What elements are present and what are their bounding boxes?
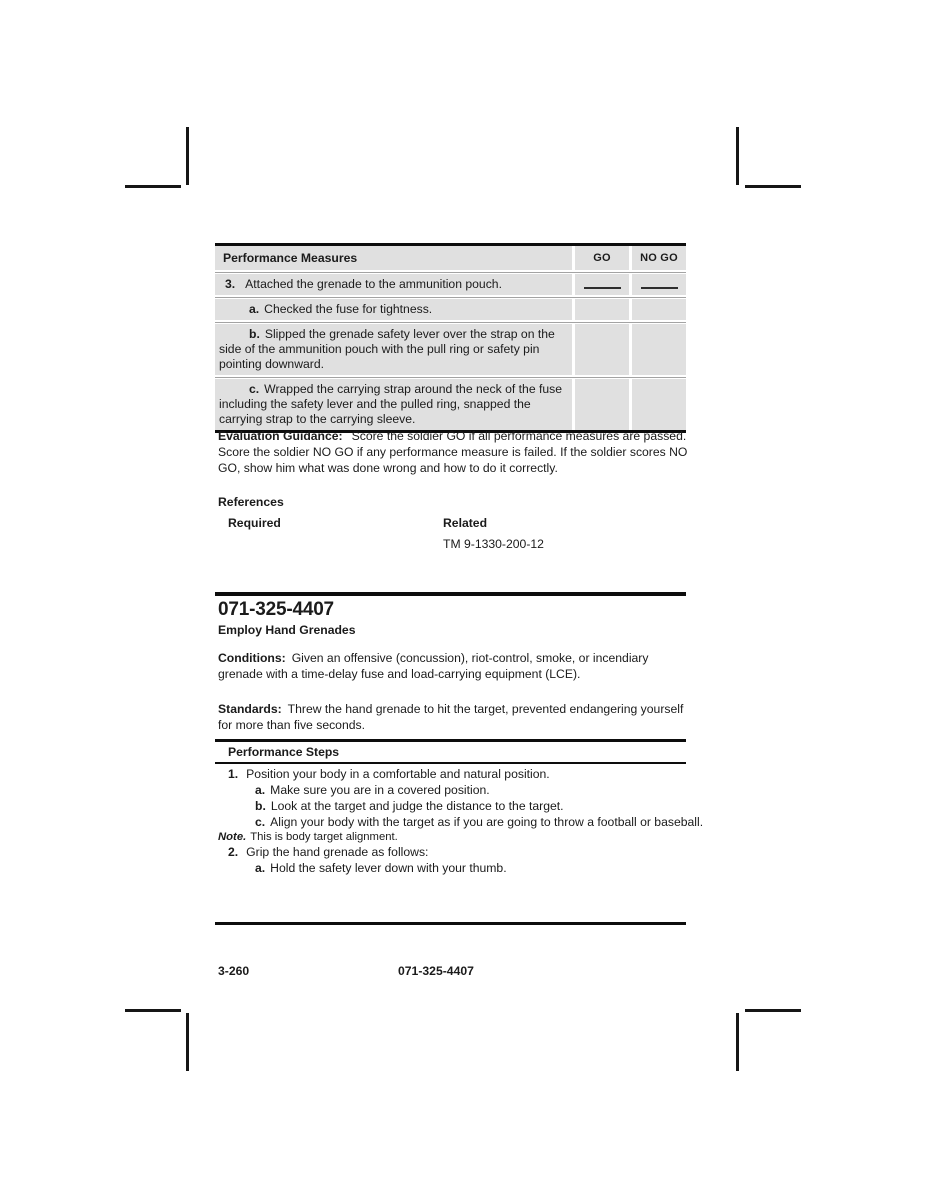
measure-3-cell — [215, 274, 572, 295]
measure-3b-nogo-cell — [632, 324, 686, 375]
task-number-heading: 071-325-4407 — [218, 599, 334, 620]
crop-mark-bottom-right-vertical — [736, 1013, 739, 1071]
crop-mark-top-right-horizontal — [745, 185, 801, 188]
evaluation-guidance-paragraph — [218, 428, 690, 476]
crop-mark-bottom-left-horizontal — [125, 1009, 181, 1012]
measure-3-go-cell — [575, 274, 629, 295]
measure-3c-cell — [215, 379, 572, 430]
table-row — [215, 379, 686, 430]
table-row — [215, 324, 686, 375]
measure-3-text: Attached the grenade to the ammunition pouch. — [245, 277, 502, 291]
step-1b-number: b. — [255, 799, 266, 813]
table-header-go-label: GO — [593, 252, 611, 264]
step-1a-number: a. — [255, 783, 266, 797]
measure-3a-text: Checked the fuse for tightness. — [264, 302, 433, 316]
table-header-measures-label: Performance Measures — [223, 251, 358, 265]
step-2a-number: a. — [255, 861, 266, 875]
step-1c — [218, 814, 733, 830]
step-1c-number: c. — [255, 815, 266, 829]
step-2-number: 2. — [228, 845, 239, 859]
measure-3c-go-cell — [575, 379, 629, 430]
conditions-text: Given an offensive (concussion), riot-control, smoke, or incendiary grenade with a time-delay fuse and load-carrying equipment (LCE). — [218, 651, 649, 681]
crop-mark-top-left-horizontal — [125, 185, 181, 188]
measure-3b-cell — [215, 324, 572, 375]
steps-header-bottom-rule — [215, 762, 686, 764]
crop-mark-top-right-vertical — [736, 127, 739, 185]
step-1a-text: Make sure you are in a covered position. — [270, 783, 490, 797]
conditions-label: Conditions: — [218, 651, 286, 665]
go-blank-line — [584, 287, 621, 289]
evaluation-guidance-label: Evaluation Guidance: — [218, 429, 343, 443]
measure-3b-number: b. — [249, 327, 260, 341]
references-title: References — [218, 495, 284, 509]
measure-3c-number: c. — [249, 382, 260, 396]
table-row — [215, 274, 686, 295]
evaluation-guidance-text: Score the soldier GO if all performance measures are passed. Score the soldier NO GO if any performance measure is failed. If the soldier scores NO GO, show him what was done wrong and how to do it correctly. — [218, 429, 688, 475]
crop-mark-bottom-right-horizontal — [745, 1009, 801, 1012]
crop-mark-top-left-vertical — [186, 127, 189, 185]
standards-paragraph — [218, 701, 690, 733]
section-divider-rule — [215, 592, 686, 596]
step-1b — [218, 798, 733, 814]
step-1b-text: Look at the target and judge the distance to the target. — [270, 799, 564, 813]
performance-steps-header: Performance Steps — [228, 745, 340, 759]
table-header-nogo-label: NO GO — [640, 252, 678, 264]
measure-3c-text: Wrapped the carrying strap around the neck of the fuse including the safety lever and the pulled ring, snapped the carrying strap to the carrying sleeve. — [219, 382, 563, 426]
references-required-label: Required — [228, 516, 281, 530]
measure-3a-nogo-cell — [632, 299, 686, 320]
step-1c-text: Align your body with the target as if you are going to throw a football or baseball. — [270, 815, 704, 829]
measure-3b-text: Slipped the grenade safety lever over the strap on the side of the ammunition pouch with the pull ring or safety pin pointing downward. — [219, 327, 555, 371]
standards-text: Threw the hand grenade to hit the target, prevented endangering yourself for more than five seconds. — [218, 702, 684, 732]
task-title: Employ Hand Grenades — [218, 623, 356, 637]
footer-page-number: 3-260 — [218, 964, 250, 978]
performance-steps-list — [218, 766, 733, 876]
footer-task-number: 071-325-4407 — [398, 964, 474, 978]
conditions-paragraph — [218, 650, 690, 682]
step-1 — [218, 766, 733, 782]
measure-3a-number: a. — [249, 302, 260, 316]
step-1-number: 1. — [228, 767, 239, 781]
table-header-measures-cell — [215, 246, 572, 270]
performance-measures-table — [215, 243, 686, 433]
crop-mark-bottom-left-vertical — [186, 1013, 189, 1071]
references-related-label: Related — [443, 516, 488, 530]
step-note — [218, 830, 733, 844]
references-columns — [218, 515, 690, 551]
table-header-nogo-cell — [632, 246, 686, 270]
measure-3-number: 3. — [225, 277, 236, 291]
step-1-text: Position your body in a comfortable and natural position. — [246, 767, 550, 781]
measure-3a-go-cell — [575, 299, 629, 320]
step-note-label: Note. — [218, 831, 247, 843]
step-2a-text: Hold the safety lever down with your thumb. — [270, 861, 507, 875]
page-content-bottom-rule — [215, 922, 686, 925]
table-header-row — [215, 246, 686, 270]
nogo-blank-line — [641, 287, 678, 289]
step-1a — [218, 782, 733, 798]
measure-3c-nogo-cell — [632, 379, 686, 430]
step-note-text: This is body target alignment. — [250, 831, 398, 843]
step-2 — [218, 844, 733, 860]
measure-3-nogo-cell — [632, 274, 686, 295]
measure-3b-go-cell — [575, 324, 629, 375]
step-2a — [218, 860, 733, 876]
table-row — [215, 299, 686, 320]
references-related-item: TM 9-1330-200-12 — [443, 537, 544, 551]
standards-label: Standards: — [218, 702, 282, 716]
references-section — [218, 494, 690, 551]
measure-3a-cell — [215, 299, 572, 320]
steps-header-top-rule — [215, 739, 686, 742]
step-2-text: Grip the hand grenade as follows: — [246, 845, 429, 859]
table-header-go-cell — [575, 246, 629, 270]
